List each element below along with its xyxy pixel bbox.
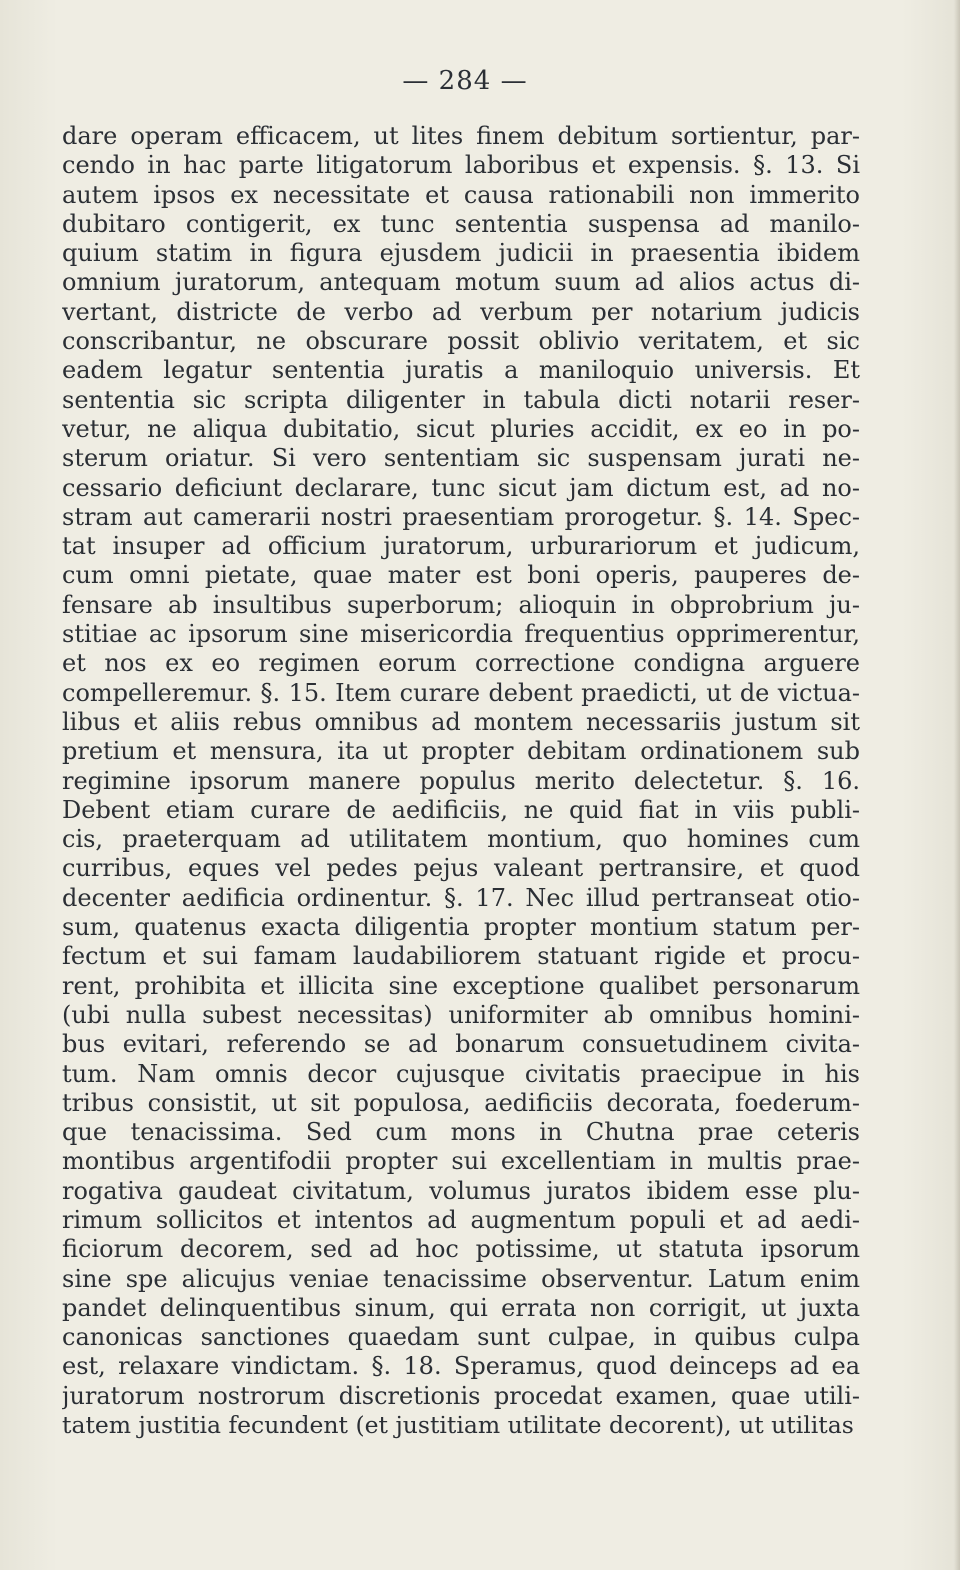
text-line: cum omni pietate, quae mater est boni operis, pauperes de- (62, 561, 860, 590)
text-line: dubitaro contigerit, ex tunc sententia suspensa ad manilo- (62, 209, 860, 238)
text-line: et nos ex eo regimen eorum correctione condigna arguere (62, 649, 860, 678)
text-line: dare operam efficacem, ut lites finem debitum sortientur, par- (62, 122, 860, 150)
text-line: pretium et mensura, ita ut propter debitam ordinationem sub (62, 737, 860, 766)
text-line: que tenacissima. Sed cum mons in Chutna prae ceteris (62, 1118, 860, 1147)
text-line: conscribantur, ne obscurare possit oblivio veritatem, et sic (62, 327, 860, 356)
text-line: rogativa gaudeat civitatum, volumus juratos ibidem esse plu- (62, 1176, 860, 1205)
text-line: fensare ab insultibus superborum; alioquin in obprobrium ju- (62, 590, 860, 619)
text-line: quium statim in figura ejusdem judicii in praesentia ibidem (62, 239, 860, 268)
text-line: cessario deficiunt declarare, tunc sicut jam dictum est, ad no- (62, 473, 860, 502)
text-line: sterum oriatur. Si vero sententiam sic suspensam jurati ne- (62, 444, 860, 473)
text-line: eadem legatur sententia juratis a maniloquio universis. Et (62, 356, 860, 385)
text-line: cendo in hac parte litigatorum laboribus et expensis. §. 13. Si (62, 151, 860, 180)
text-line: vetur, ne aliqua dubitatio, sicut pluries accidit, ex eo in po- (62, 414, 860, 443)
text-line: rent, prohibita et illicita sine exceptione qualibet personarum (62, 971, 860, 1000)
text-line: decenter aedificia ordinentur. §. 17. Nec illud pertranseat otio- (62, 883, 860, 912)
text-line: sine spe alicujus veniae tenacissime observentur. Latum enim (62, 1264, 860, 1293)
text-line: Debent etiam curare de aedificiis, ne quid fiat in viis publi- (62, 795, 860, 824)
text-line: cis, praeterquam ad utilitatem montium, quo homines cum (62, 825, 860, 854)
text-line: stitiae ac ipsorum sine misericordia frequentius opprimerentur, (62, 620, 860, 649)
text-line: fectum et sui famam laudabiliorem statuant rigide et procu- (62, 942, 860, 971)
text-line: tat insuper ad officium juratorum, urburariorum et judicum, (62, 532, 860, 561)
text-line: pandet delinquentibus sinum, qui errata non corrigit, ut juxta (62, 1293, 860, 1322)
text-line: vertant, districte de verbo ad verbum per notarium judicis (62, 297, 860, 326)
text-line: tribus consistit, ut sit populosa, aedificiis decorata, foederum- (62, 1088, 860, 1117)
text-line: juratorum nostrorum discretionis procedat examen, quae utili- (62, 1381, 860, 1410)
text-line: omnium juratorum, antequam motum suum ad alios actus di- (62, 268, 860, 297)
text-line: rimum sollicitos et intentos ad augmentum populi et ad aedi- (62, 1205, 860, 1234)
page-number: — 284 — (402, 66, 528, 96)
text-line: compelleremur. §. 15. Item curare debent praedicti, ut de victua- (62, 678, 860, 707)
body-text (62, 122, 860, 1440)
text-line: sum, quatenus exacta diligentia propter montium statum per- (62, 913, 860, 942)
text-line: canonicas sanctiones quaedam sunt culpae, in quibus culpa (62, 1323, 860, 1352)
text-line: ficiorum decorem, sed ad hoc potissime, ut statuta ipsorum (62, 1235, 860, 1264)
text-line: (ubi nulla subest necessitas) uniformiter ab omnibus homini- (62, 1000, 860, 1029)
text-line: autem ipsos ex necessitate et causa rationabili non immerito (62, 180, 860, 209)
text-line: tatem justitia fecundent (et justitiam utilitate decorent), ut utilitas (62, 1411, 854, 1440)
text-line: tum. Nam omnis decor cujusque civitatis praecipue in his (62, 1059, 860, 1088)
text-line: sententia sic scripta diligenter in tabula dicti notarii reser- (62, 385, 860, 414)
text-line: montibus argentifodii propter sui excellentiam in multis prae- (62, 1147, 860, 1176)
page-edge-shadow (954, 0, 960, 1570)
text-line: curribus, eques vel pedes pejus valeant pertransire, et quod (62, 854, 860, 883)
text-line: libus et aliis rebus omnibus ad montem necessariis justum sit (62, 707, 860, 736)
text-line: bus evitari, referendo se ad bonarum consuetudinem civita- (62, 1030, 860, 1059)
text-line: stram aut camerarii nostri praesentiam prorogetur. §. 14. Spec- (62, 502, 860, 531)
text-line: regimine ipsorum manere populus merito delectetur. §. 16. (62, 766, 860, 795)
text-line: est, relaxare vindictam. §. 18. Speramus, quod deinceps ad ea (62, 1352, 860, 1381)
